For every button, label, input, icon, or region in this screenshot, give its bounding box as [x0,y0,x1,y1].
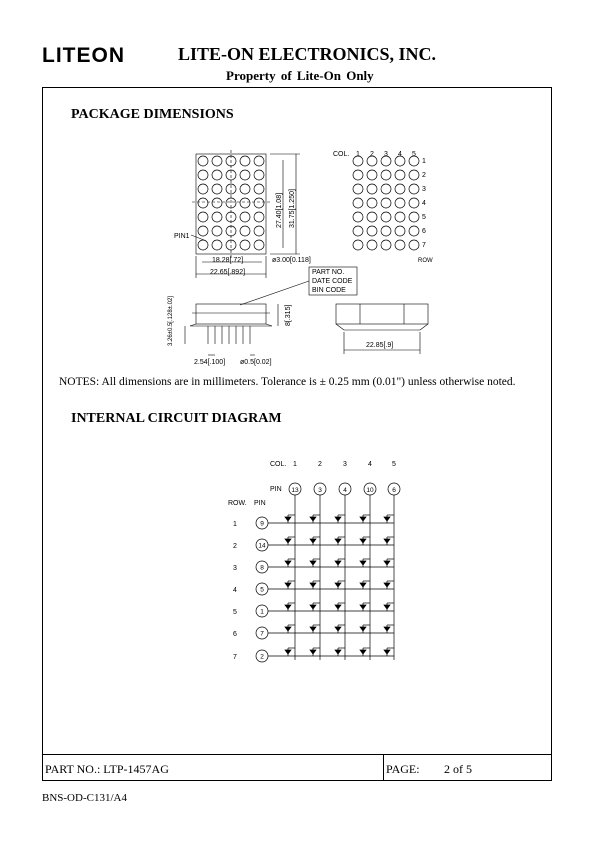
row-pin-number: 14 [258,542,266,550]
led-symbol [310,650,316,654]
led-symbol [384,650,390,654]
circuit-row-number: 4 [233,587,237,594]
led-symbol [285,539,291,543]
pkg-col-number: 2 [370,151,374,158]
pin1-label: PIN1 [174,233,190,240]
circuit-row-number: 5 [233,609,237,616]
pkg-row-number: 1 [422,158,426,165]
pkg-row-number: 2 [422,172,426,179]
led-symbol [384,539,390,543]
led-symbol [310,605,316,609]
led-symbol [384,605,390,609]
page-label: PAGE: [386,762,420,776]
pkg-row-number: 5 [422,214,426,221]
document-number: BNS-OD-C131/A4 [42,792,127,804]
led-symbol [285,517,291,521]
company-name: LITE-ON ELECTRONICS, INC. [178,44,437,64]
led-symbol [335,583,341,587]
led-symbol [360,561,366,565]
led-symbol [285,583,291,587]
footer-divider [42,754,552,755]
pkg-col-number: 1 [356,151,360,158]
circuit-row-number: 6 [233,631,237,638]
dim-height-inner: 27.40[1.08] [276,192,283,228]
led-symbol [335,539,341,543]
liteon-logo: LITEON [42,44,125,67]
pkg-row-number: 3 [422,186,426,193]
led-symbol [384,517,390,521]
row-pin-number: 1 [260,608,264,616]
label-bin-code: BIN CODE [312,287,346,294]
circuit-col-number: 4 [368,461,372,468]
dim-lead: 3.26±0.5[.128±.02] [168,296,174,346]
circuit-row-number: 7 [233,654,237,661]
pkg-row-number: 4 [422,200,426,207]
dim-side-width: 22.85[.9] [366,342,394,349]
col-pin-number: 10 [366,487,374,494]
dim-pin-dia: ø0.5[0.02] [240,359,272,366]
circuit-col-number: 3 [343,461,347,468]
circuit-pin-label: PIN [270,486,282,493]
circuit-col-number: 1 [293,461,297,468]
led-symbol [384,561,390,565]
package-dimensions-title: PACKAGE DIMENSIONS [71,107,234,122]
led-symbol [360,583,366,587]
led-symbol [360,650,366,654]
led-symbol [310,539,316,543]
circuit-row-pin-label: PIN [254,500,266,507]
label-part-no: PART NO. [312,269,345,276]
led-symbol [384,583,390,587]
pkg-row-number: 7 [422,242,426,249]
led-symbol [310,517,316,521]
led-symbol [335,517,341,521]
circuit-col-label: COL. [270,461,287,468]
led-symbol [335,627,341,631]
led-symbol [360,627,366,631]
circuit-col-number: 2 [318,461,322,468]
dim-height-outer: 31.75[1.250] [289,189,296,228]
led-symbol [285,561,291,565]
footer-separator [383,754,384,781]
led-symbol [285,650,291,654]
property-notice: Property of Lite-On Only [226,68,374,83]
col-pin-number: 13 [291,487,299,494]
pkg-col-number: 5 [412,151,416,158]
page-number: 2 of 5 [444,762,472,776]
row-pin-number: 8 [260,564,264,572]
dim-pin-pitch: 2.54[.100] [194,359,226,366]
dim-side-height: 8[.315] [285,304,292,326]
row-pin-number: 9 [260,520,264,528]
led-symbol [360,539,366,543]
led-symbol [285,627,291,631]
circuit-col-number: 5 [392,461,396,468]
col-pin-number: 6 [392,487,396,494]
led-symbol [335,650,341,654]
circuit-row-label: ROW. [228,500,247,507]
col-pin-number: 4 [343,487,347,494]
col-pin-number: 3 [318,487,322,494]
circuit-row-number: 1 [233,521,237,528]
internal-circuit-title: INTERNAL CIRCUIT DIAGRAM [71,411,282,426]
led-symbol [310,627,316,631]
dim-width-inner: 18.28[.72] [212,257,244,264]
label-date-code: DATE CODE [312,278,353,285]
led-symbol [285,605,291,609]
led-symbol [335,561,341,565]
row-label: ROW [418,258,433,264]
led-symbol [360,517,366,521]
led-symbol [335,605,341,609]
notes: NOTES: All dimensions are in millimeters. Tolerance is ± 0.25 mm (0.01") unless otherwise noted. [59,376,516,388]
row-pin-number: 5 [260,586,264,594]
dim-dot: ø3.00[0.118] [272,257,311,264]
led-symbol [310,561,316,565]
led-symbol [384,627,390,631]
dim-width-outer: 22.65[.892] [210,269,246,276]
pkg-col-number: 3 [384,151,388,158]
pkg-col-number: 4 [398,151,402,158]
led-symbol [360,605,366,609]
circuit-row-number: 3 [233,565,237,572]
led-symbol [310,583,316,587]
row-pin-number: 2 [260,653,264,661]
pkg-row-number: 6 [422,228,426,235]
row-pin-number: 7 [260,630,264,638]
col-label: COL. [333,151,350,158]
circuit-row-number: 2 [233,543,237,550]
part-number: PART NO.: LTP-1457AG [45,762,169,776]
